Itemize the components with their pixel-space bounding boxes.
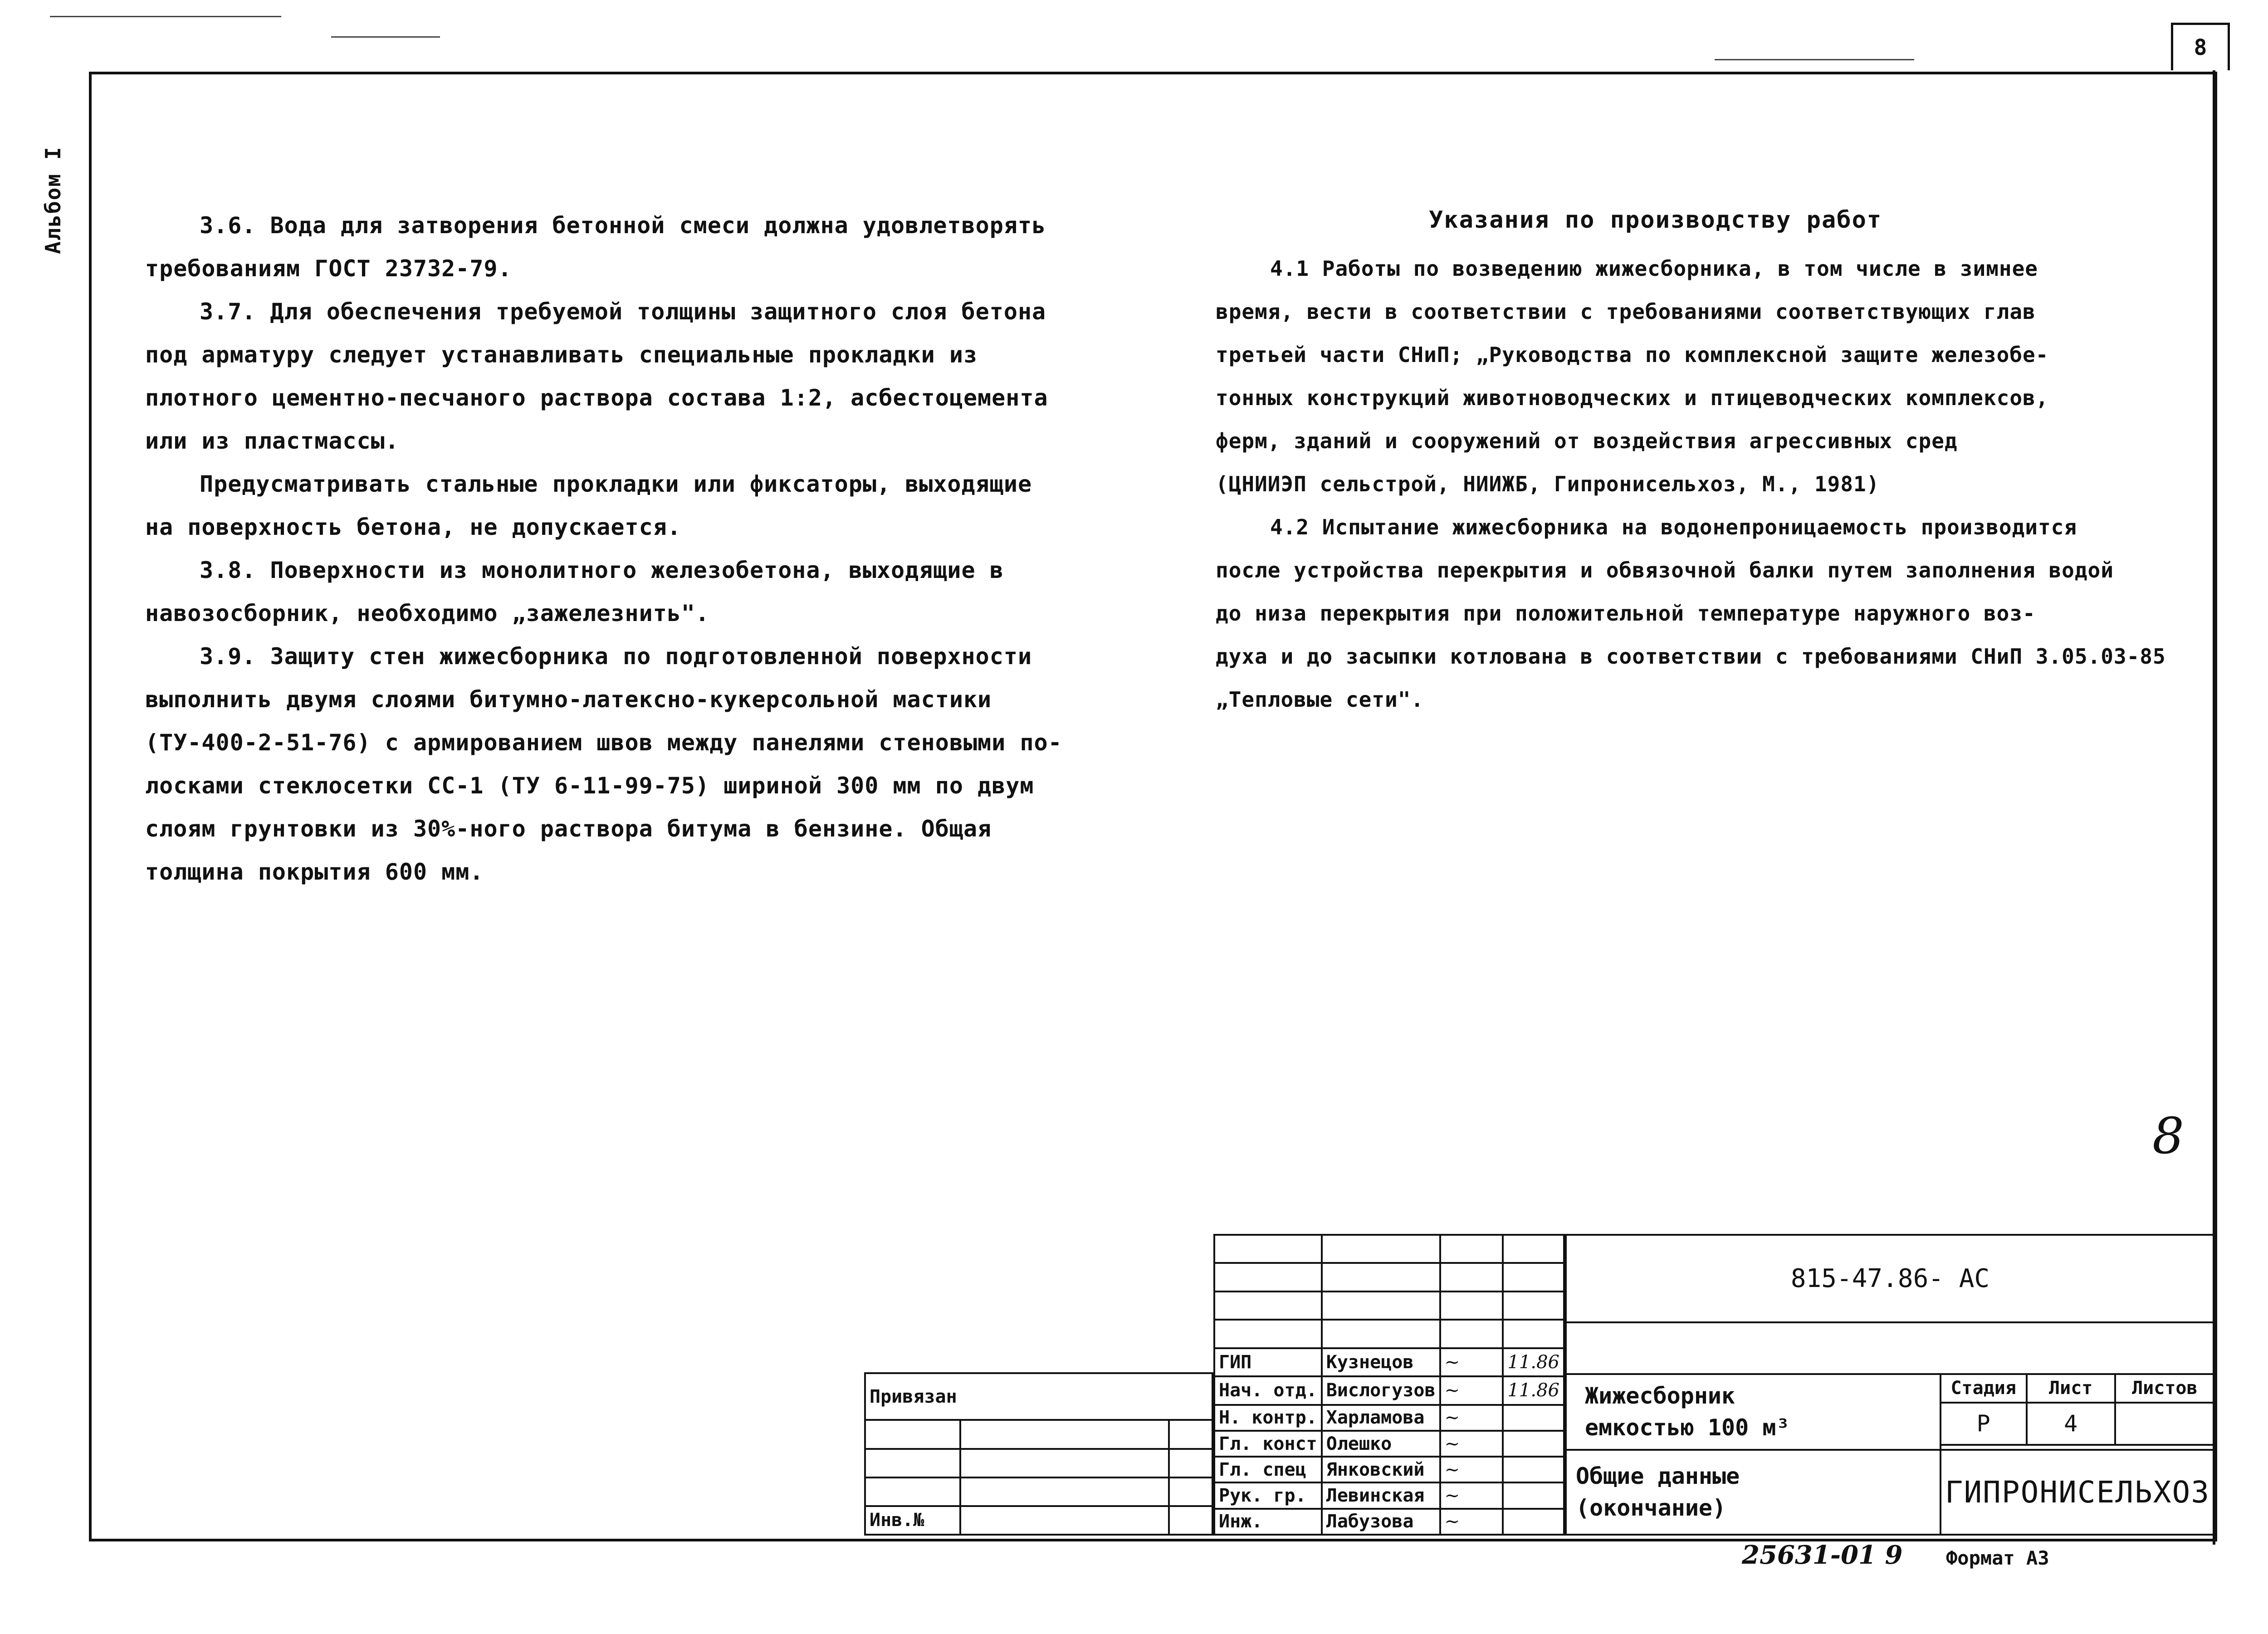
format-label: Формат А3: [1946, 1547, 2049, 1569]
paragraph-line: навозосборник, необходимо „зажелезнить".: [145, 600, 710, 626]
privyazan-block: [864, 1372, 1213, 1536]
sheets-value: [2115, 1403, 2214, 1445]
paragraph-line: 4.2 Испытание жижесборника на водонепроницаемость производится: [1270, 515, 2077, 539]
signer-role: Гл. спец: [1214, 1457, 1322, 1482]
signer-date: 11.86: [1503, 1376, 1564, 1404]
signature: ~: [1440, 1457, 1503, 1482]
paragraph-line: Предусматривать стальные прокладки или фиксаторы, выходящие: [200, 471, 1032, 497]
paragraph-line: 3.6. Вода для затворения бетонной смеси должна удовлетворять: [200, 212, 1046, 239]
signer-role: Рук. гр.: [1214, 1482, 1322, 1508]
right-text-column: [1216, 247, 2166, 721]
paragraph-line: после устройства перекрытия и обвязочной балки путем заполнения водой: [1216, 558, 2114, 582]
sheet-corner-number: 8: [2171, 23, 2230, 70]
paragraph-line: третьей части СНиП; „Руководства по комплексной защите железобе-: [1216, 342, 2049, 367]
paragraph-line: 3.8. Поверхности из монолитного железобетона, выходящие в: [200, 557, 1004, 583]
paragraph-line: толщина покрытия 600 мм.: [145, 859, 484, 885]
paragraph-line: под арматуру следует устанавливать специальные прокладки из: [145, 342, 978, 368]
inv-label: Инв.№: [865, 1506, 960, 1535]
object-title: [1566, 1374, 1941, 1450]
inventory-number: 25631-01 9: [1742, 1540, 1903, 1570]
title-block: [1565, 1234, 2215, 1536]
sheet-value: 4: [2027, 1403, 2115, 1445]
album-label: Альбом I: [41, 146, 65, 254]
signer-role: ГИП: [1214, 1348, 1322, 1376]
left-text-column: [145, 204, 1062, 894]
paragraph-line: на поверхность бетона, не допускается.: [145, 514, 681, 540]
signer-role: Гл. конст: [1214, 1431, 1322, 1457]
paragraph-line: плотного цементно-песчаного раствора состава 1:2, асбестоцемента: [145, 385, 1048, 411]
section-heading: Указания по производству работ: [1429, 206, 1882, 234]
sheet-title: [1566, 1450, 1941, 1535]
sheets-label: Листов: [2115, 1374, 2214, 1402]
paragraph-line: (ТУ-400-2-51-76) с армированием швов между панелями стеновыми по-: [145, 729, 1062, 756]
document-code: 815-47.86- АС: [1566, 1235, 2214, 1322]
signature: ~: [1440, 1405, 1503, 1431]
scan-line: [1715, 59, 1914, 60]
signature: ~: [1440, 1431, 1503, 1457]
paragraph-line: „Тепловые сети".: [1216, 687, 1424, 712]
privyazan-label: Привязан: [865, 1373, 1212, 1420]
signer-name: Лабузова: [1322, 1509, 1440, 1535]
paragraph-line: требованиям ГОСТ 23732-79.: [145, 255, 512, 282]
signature: ~: [1440, 1509, 1503, 1535]
signer-role: Инж.: [1214, 1509, 1322, 1535]
handwritten-page-number: 8: [2152, 1107, 2184, 1165]
paragraph-line: время, вести в соответствии с требованиями соответствующих глав: [1216, 299, 2036, 324]
scan-line: [50, 16, 281, 17]
stage-value: Р: [1941, 1403, 2027, 1445]
paragraph-line: до низа перекрытия при положительной температуре наружного воз-: [1216, 601, 2036, 626]
signer-name: Харламова: [1322, 1405, 1440, 1431]
paragraph-line: лосками стеклосетки СС-1 (ТУ 6-11-99-75) шириной 300 мм по двум: [145, 773, 1034, 799]
signer-name: Вислогузов: [1322, 1376, 1440, 1404]
signers-table: [1213, 1234, 1565, 1536]
sheet-label: Лист: [2027, 1374, 2115, 1402]
stage-label: Стадия: [1941, 1374, 2027, 1402]
signature: ~: [1440, 1482, 1503, 1508]
paragraph-line: слоям грунтовки из 30%-ного раствора битума в бензине. Общая: [145, 816, 992, 842]
signer-role: Н. контр.: [1214, 1405, 1322, 1431]
paragraph-line: 4.1 Работы по возведению жижесборника, в том числе в зимнее: [1270, 256, 2038, 281]
sheet-title-line: (окончание): [1576, 1495, 1726, 1521]
signer-name: Янковский: [1322, 1457, 1440, 1482]
paragraph-line: ферм, зданий и сооружений от воздействия агрессивных сред: [1216, 429, 1958, 453]
sheet-title-line: Общие данные: [1576, 1463, 1740, 1490]
paragraph-line: или из пластмассы.: [145, 428, 399, 454]
paragraph-line: (ЦНИИЭП сельстрой, НИИЖБ, Гипронисельхоз, М., 1981): [1216, 472, 1880, 496]
object-title-line: Жижесборник: [1585, 1383, 1735, 1409]
signer-name: Кузнецов: [1322, 1348, 1440, 1376]
paragraph-line: выполнить двумя слоями битумно-латексно-кукерсольной мастики: [145, 686, 992, 713]
signer-date: 11.86: [1503, 1348, 1564, 1376]
signer-name: Олешко: [1322, 1431, 1440, 1457]
organization-name: ГИПРОНИСЕЛЬХОЗ: [1941, 1450, 2214, 1535]
signer-role: Нач. отд.: [1214, 1376, 1322, 1404]
paragraph-line: тонных конструкций животноводческих и птицеводческих комплексов,: [1216, 386, 2049, 410]
paragraph-line: 3.7. Для обеспечения требуемой толщины защитного слоя бетона: [200, 298, 1046, 325]
object-title-line: емкостью 100 м³: [1585, 1414, 1790, 1441]
signature: ~: [1440, 1348, 1503, 1376]
scan-line: [331, 36, 440, 38]
paragraph-line: 3.9. Защиту стен жижесборника по подготовленной поверхности: [200, 643, 1032, 670]
signature: ~: [1440, 1376, 1503, 1404]
signer-name: Левинская: [1322, 1482, 1440, 1508]
paragraph-line: духа и до засыпки котлована в соответствии с требованиями СНиП 3.05.03-85: [1216, 644, 2166, 669]
